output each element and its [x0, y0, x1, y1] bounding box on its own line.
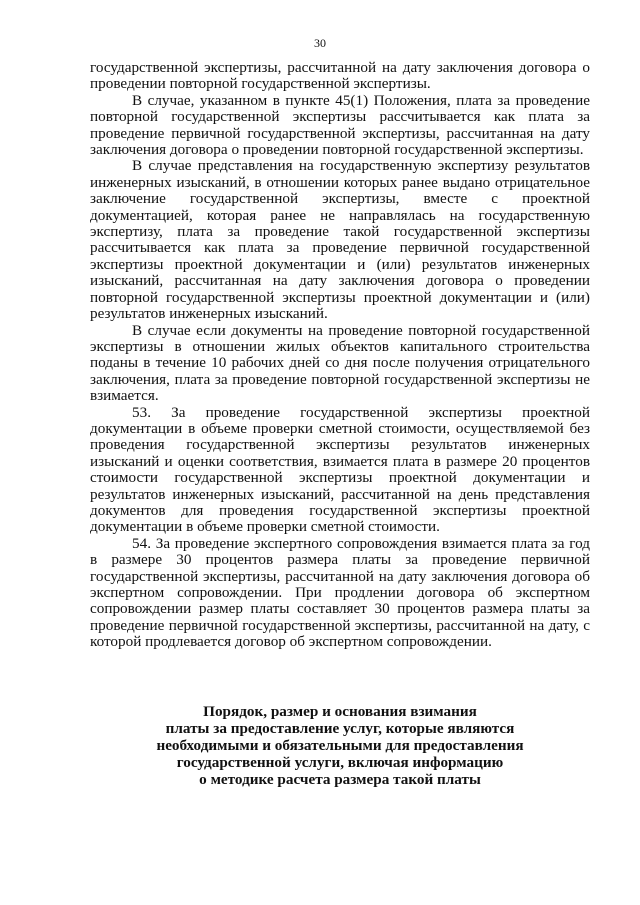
body-text: [90, 60, 590, 651]
section-title-line: о методике расчета размера такой платы: [199, 771, 481, 788]
section-title-line: Порядок, размер и основания взимания: [203, 703, 477, 720]
paragraph-item-53: 53. За проведение государственной экспертизы проектной документации в объеме проверки сметной стоимости, осуществляемой без проведения государственной экспертизы результатов инженерных изысканий и оценки соответствия, взимается плата в размере 20 процентов стоимости государственной экспертизы проектной документации и результатов инженерных изысканий, рассчитанной на день представления документов для проведения государственной экспертизы проектной документации в объеме проверки сметной стоимости.: [90, 403, 590, 536]
paragraph-continuation: государственной экспертизы, рассчитанной на дату заключения договора о проведении повторной государственной экспертизы.: [90, 59, 590, 93]
paragraph-engineering-surveys: В случае представления на государственную экспертизу результатов инженерных изысканий, в отношении которых ранее выдано отрицательное заключение государственной экспертизы, вместе с проектной документацией, которая ранее не направлялась на государственную экспертизу, плата за проведение такой государственной экспертизы рассчитывается как плата за проведение первичной государственной экспертизы проектной документации и (или) результатов инженерных изысканий, рассчитанная на дату заключения договора о проведении повторной государственной экспертизы проектной документации и (или) результатов инженерных изысканий.: [90, 157, 590, 323]
paragraph-repeat-expertise-fee: В случае, указанном в пункте 45(1) Положения, плата за проведение повторной государственной экспертизы рассчитывается как плата за проведение первичной государственной экспертизы, рассчитанная на дату заключения договора о проведении повторной государственной экспертизы.: [90, 91, 590, 159]
section-title-line: платы за предоставление услуг, которые являются: [165, 720, 515, 737]
section-title-line: необходимыми и обязательными для предоставления: [156, 737, 524, 754]
section-title-line: государственной услуги, включая информацию: [176, 754, 504, 771]
page-number: 30: [314, 36, 326, 50]
paragraph-item-54: 54. За проведение экспертного сопровождения взимается плата за год в размере 30 процентов размера платы за проведение первичной государственной экспертизы, рассчитанной на дату заключения договора об экспертном сопровождении. При продлении договора об экспертном сопровождении размер платы составляет 30 процентов размера платы за проведение первичной государственной экспертизы, рассчитанной на дату, с которой продлевается договор об экспертном сопровождении.: [90, 534, 590, 651]
paragraph-residential-objects: В случае если документы на проведение повторной государственной экспертизы в отношении жилых объектов капитального строительства поданы в течение 10 рабочих дней со дня после получения отрицательного заключения, плата за проведение повторной государственной экспертизы не взимается.: [90, 321, 590, 405]
section-title: [90, 703, 590, 788]
